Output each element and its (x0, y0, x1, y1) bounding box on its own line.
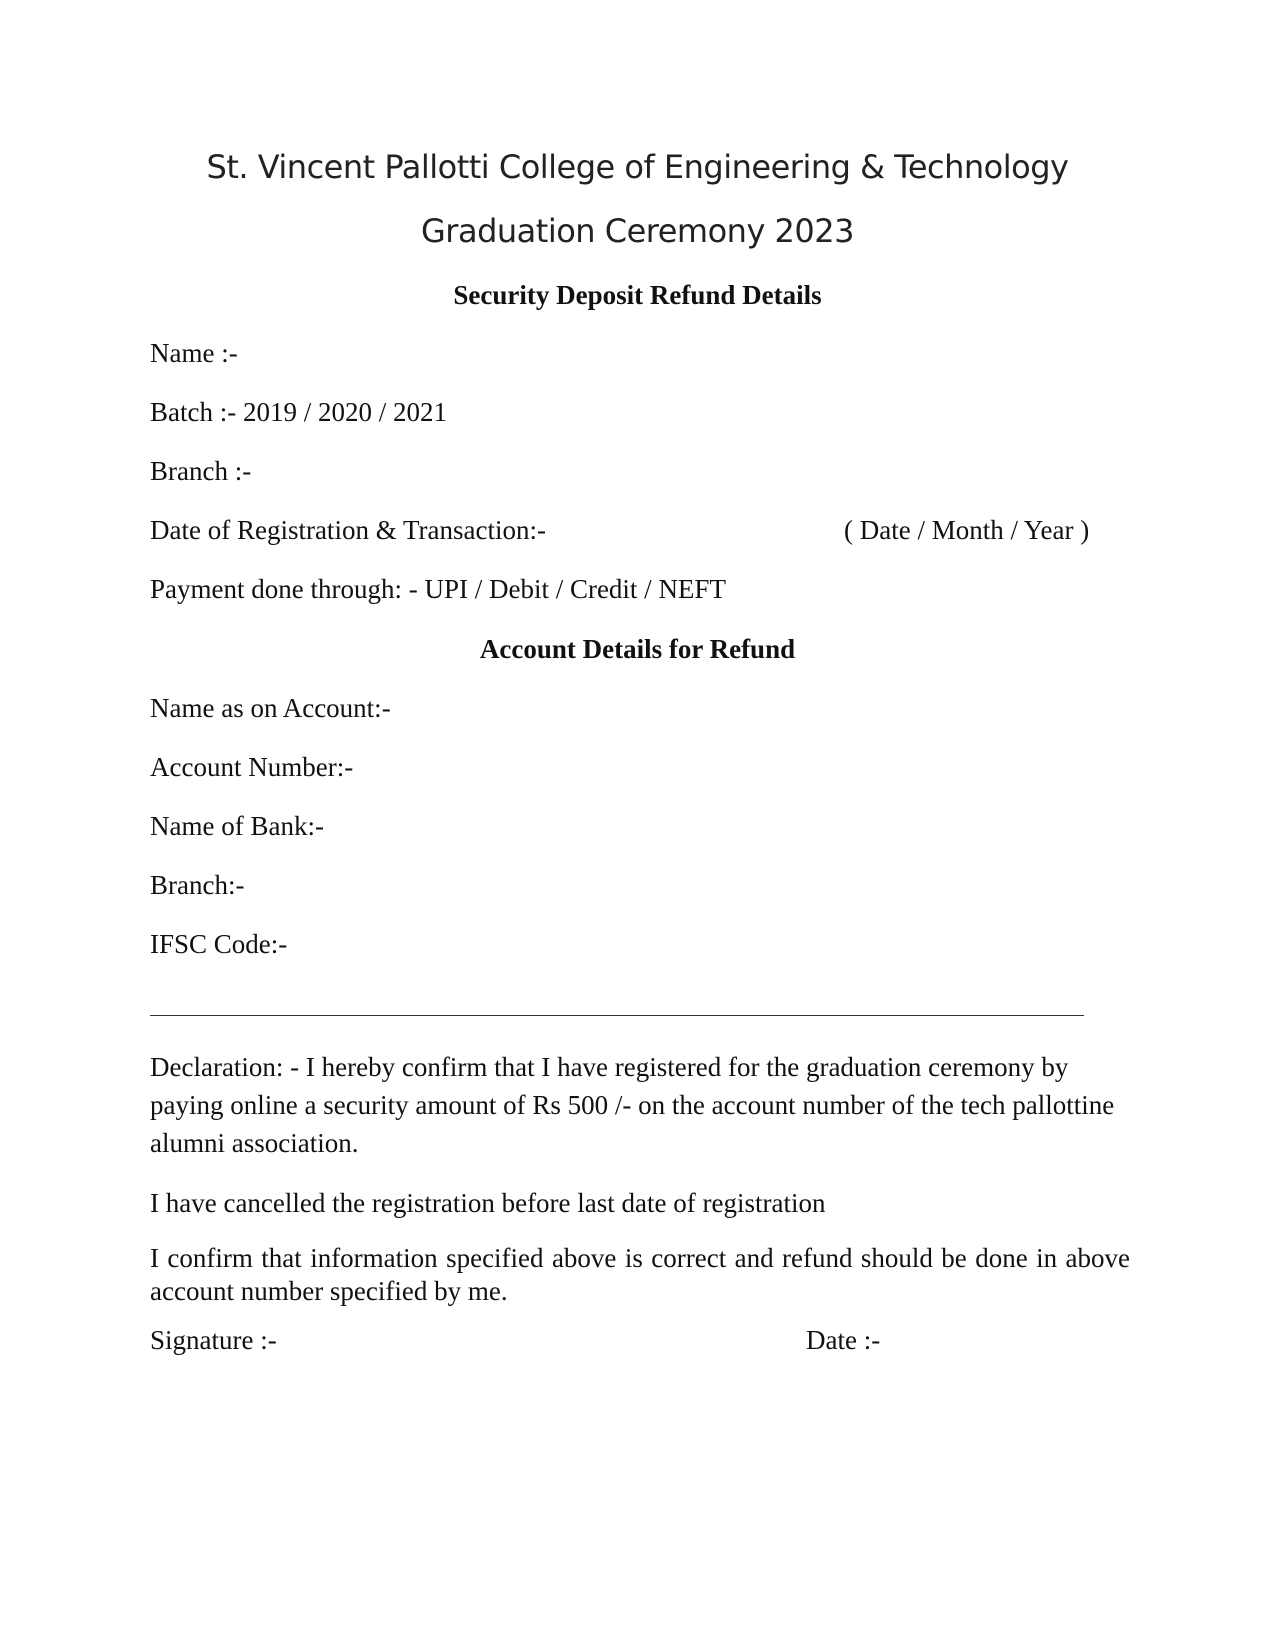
date-format-hint: ( Date / Month / Year ) (844, 515, 1090, 545)
date-signed-label: Date :- (806, 1325, 881, 1355)
account-number-label: Account Number:- (150, 752, 354, 782)
declaration-paragraph: Declaration: - I hereby confirm that I have registered for the graduation ceremony by paying online a security amount of Rs 500 /- on the account number of the tech pallottine alumni association. (150, 1052, 1115, 1158)
event-title: Graduation Ceremony 2023 (421, 212, 854, 250)
separator-line (150, 1015, 1084, 1016)
account-name-label: Name as on Account:- (150, 693, 391, 723)
cancellation-statement: I have cancelled the registration before last date of registration (150, 1188, 826, 1218)
ifsc-code-label: IFSC Code:- (150, 929, 288, 959)
bank-branch-label: Branch:- (150, 870, 245, 900)
signature-label: Signature :- (150, 1325, 277, 1355)
college-name: St. Vincent Pallotti College of Engineering & Technology (206, 148, 1069, 186)
batch-field-label: Batch :- 2019 / 2020 / 2021 (150, 397, 447, 427)
bank-name-label: Name of Bank:- (150, 811, 324, 841)
confirmation-statement: I confirm that information specified above is correct and refund should be done in above account number specified by me. (150, 1243, 1130, 1306)
payment-method-label: Payment done through: - UPI / Debit / Credit / NEFT (150, 574, 726, 604)
registration-date-label: Date of Registration & Transaction:- (150, 515, 546, 545)
branch-field-label: Branch :- (150, 456, 252, 486)
form-heading: Security Deposit Refund Details (453, 280, 822, 310)
name-field-label: Name :- (150, 338, 238, 368)
account-heading: Account Details for Refund (479, 634, 796, 664)
